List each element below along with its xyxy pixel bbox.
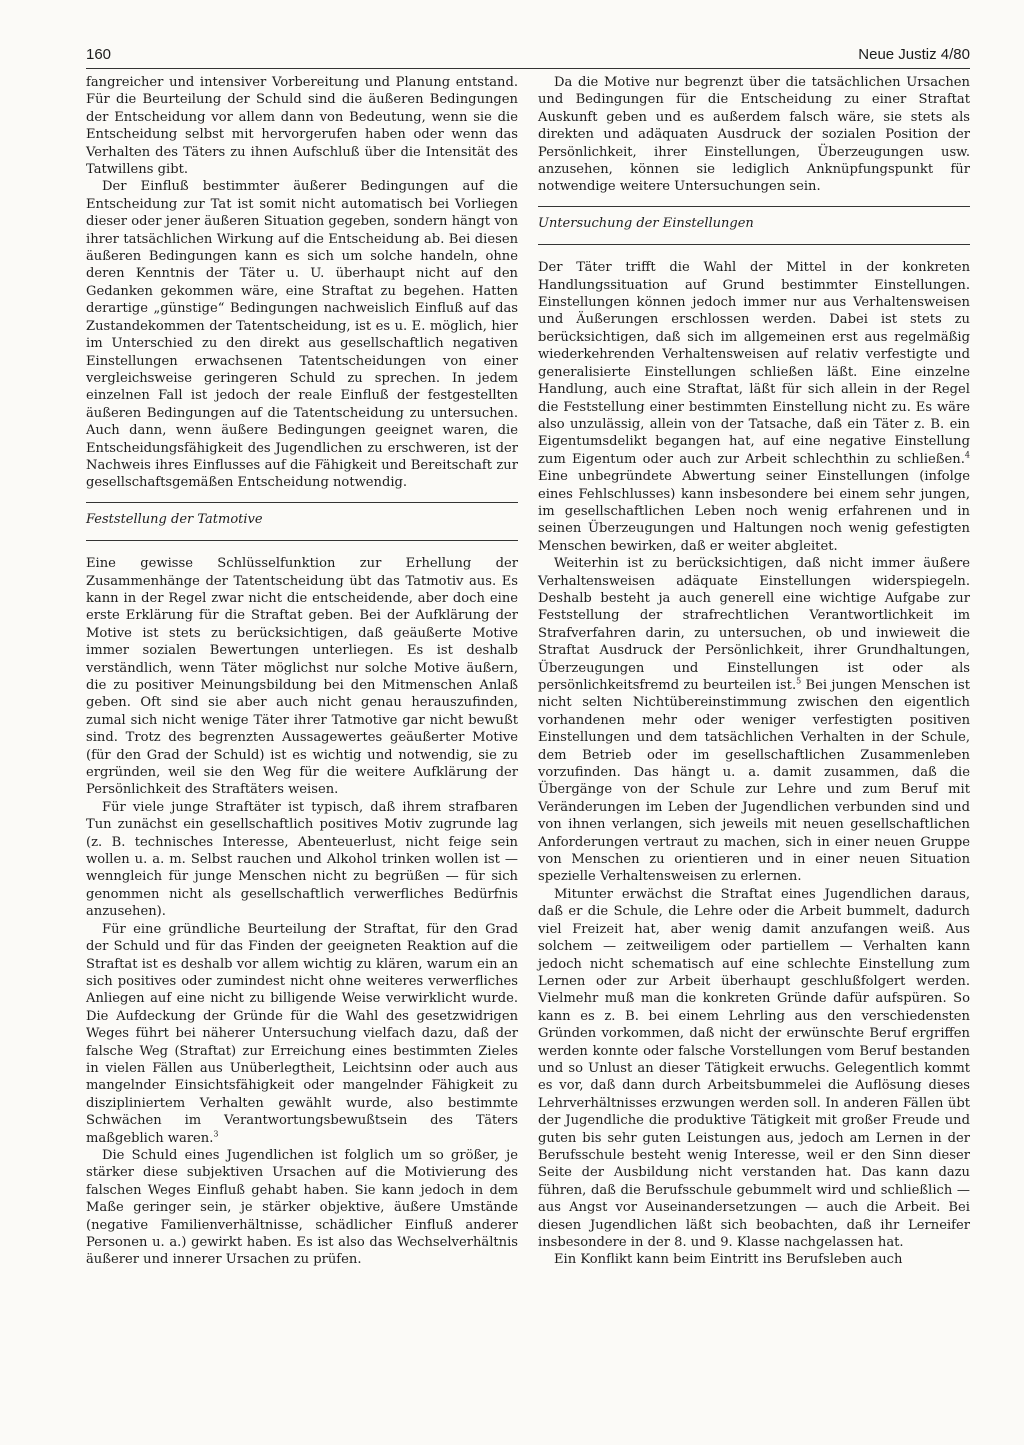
paragraph: [538, 555, 970, 886]
paragraph-text: Bei jungen Menschen ist nicht selten Nichtübereinstimmung zwischen den eigentlich vorhandenen mehr oder weniger verfestigten positiven Einstellungen und dem tatsächlichen Verhalten in der Schule, dem Betrieb oder im gesellschaftlichen Zusammenleben vorzufinden. Das hängt u. a. damit zusammen, daß die Übergänge von der Schule zur Lehre und zum Beruf mit Veränderungen im Leben der Jugendlichen verbunden sind und von ihnen verlangen, sich jeweils mit neuen gesellschaftlichen Anforderungen vertraut zu machen, sich in einer neuen Gruppe von Menschen zu orientieren und in einer neuen Situation spezielle Verhaltensweisen zu erlernen.: [538, 678, 970, 885]
paragraph: fangreicher und intensiver Vorbereitung und Planung entstand. Für die Beurteilung der Schuld sind die äußeren Bedingungen der Entscheidung vor allem dann von Bedeutung, wenn sie die Entscheidung selbst mit hervorgerufen haben oder wenn das Verhalten des Täters zu ihnen Aufschluß über die Intensität des Tatwillens gibt.: [86, 75, 518, 178]
paragraph: Eine gewisse Schlüsselfunktion zur Erhellung der Zusammenhänge der Tatentscheidung übt das Tatmotiv aus. Es kann in der Regel zwar nicht die entscheidende, aber doch eine erste Erklärung für die Straftat geben. Bei der Aufklärung der Motive ist stets zu berücksichtigen, daß geäußerte Motive immer sozialen Bewertungen unterliegen. Es ist deshalb verständlich, wenn Täter möglichst nur solche Motive äußern, die zu positiver Meinungsbildung bei den Mitmenschen Anlaß geben. Oft sind sie aber auch nicht genau herauszufinden, zumal sich nicht wenige Täter ihrer Tatmotive gar nicht bewußt sind. Trotz des begrenzten Aussagewertes geäußerter Motive (für den Grad der Schuld) ist es wichtig und notwendig, sie zu ergründen, weil sie den Weg für die weitere Aufklärung der Persönlichkeit des Straftäters weisen.: [86, 556, 518, 798]
paragraph-text: Für eine gründliche Beurteilung der Straftat, für den Grad der Schuld und für das Finden der geeigneten Reaktion auf die Straftat ist es deshalb vor allem wichtig zu klären, warum ein an sich positives oder zumindest nicht ohne weiteres verwerfliches Anliegen auf eine nicht zu billigende Weise verwirklicht wurde. Die Aufdeckung der Gründe für die Wahl des gesetzwidrigen Weges führt bei näherer Untersuchung vielfach dazu, daß der falsche Weg (Straftat) zur Erreichung eines bestimmten Zieles in vielen Fällen aus Unüberlegtheit, Leichtsinn oder auch aus mangelnder Einsichtsfähigkeit oder mangelnder Fähigkeit zu diszipliniertem Verhalten gewählt wurde, also bestimmte Schwächen im Verantwortungsbewußtsein des Täters maßgeblich waren.: [86, 921, 518, 1146]
paragraph: Da die Motive nur begrenzt über die tatsächlichen Ursachen und Bedingungen für die Entscheidung zu einer Straftat Auskunft geben und es außerdem falsch wäre, sie stets als direkten und adäquaten Ausdruck der sozialen Position der Persönlichkeit, ihrer Einstellungen, Überzeugungen usw. anzusehen, können sie lediglich Anknüpfungspunkt für notwendige weitere Untersuchungen sein.: [538, 75, 970, 195]
paragraph-text: Eine unbegründete Abwertung seiner Einstellungen (infolge eines Fehlschlusses) kann insbesondere bei einem sehr jungen, im gesellschaftlichen Leben noch wenig erfahrenen und in seinen Überzeugungen und Haltungen noch wenig gefestigten Menschen bewirken, daß er weiter abgleitet.: [538, 469, 970, 554]
paragraph: [538, 259, 970, 555]
paragraph: [86, 921, 518, 1147]
paragraph-text: Weiterhin ist zu berücksichtigen, daß nicht immer äußere Verhaltensweisen adäquate Einstellungen widerspiegeln. Deshalb besteht ja auch generell eine wichtige Aufgabe zur Feststellung der strafrechtlichen Verantwortlichkeit im Strafverfahren darin, zu untersuchen, ob und inwieweit die Straftat Ausdruck der Persönlichkeit, ihrer Grundhaltungen, Überzeugungen und Einstellungen ist oder als persönlichkeitsfremd zu beurteilen ist.: [538, 556, 970, 693]
paragraph: Der Einfluß bestimmter äußerer Bedingungen auf die Entscheidung zur Tat ist somit nicht automatisch bei Vorliegen dieser oder jener äußeren Situation gegeben, sondern hängt von ihrer tatsächlichen Wirkung auf die Entscheidung ab. Bei diesen äußeren Bedingungen kann es sich um solche handeln, ohne deren Kenntnis der Täter u. U. überhaupt nicht auf den Gedanken gekommen wäre, eine Straftat zu begehen. Hatten derartige „günstige“ Bedingungen nachweislich Einfluß auf das Zustandekommen der Tatentscheidung, ist es u. E. möglich, hier im Unterschied zu den direkt aus gesellschaftlich negativen Einstellungen erwachsenen Tatentscheidungen von einer vergleichsweise geringeren Schuld zu sprechen. In jedem einzelnen Fall ist jedoch der reale Einfluß der festgestellten äußeren Bedingungen auf die Tatentscheidung zu untersuchen. Auch dann, wenn äußere Bedingungen geeignet waren, die Entscheidungsfähigkeit des Jugendlichen zu erschweren, ist der Nachweis ihres Einflusses auf die Fähigkeit und Bereitschaft zur gesellschaftsgemäßen Entscheidung notwendig.: [86, 179, 518, 491]
paragraph: Für viele junge Straftäter ist typisch, daß ihrem strafbaren Tun zunächst ein gesellschaftlich positives Motiv zugrunde lag (z. B. technisches Interesse, Abenteuerlust, nicht feige sein wollen u. a. m. Selbst rauchen und Alkohol trinken wollen ist — wenngleich für junge Menschen nicht zu begrüßen — für sich genommen nicht als gesellschaftlich verwerfliches Bedürfnis anzusehen).: [86, 799, 518, 920]
footnote-marker: 5: [796, 676, 802, 686]
page-number: 160: [86, 46, 112, 63]
left-column: [86, 74, 518, 1269]
paragraph: Ein Konflikt kann beim Eintritt ins Berufsleben auch: [554, 1252, 903, 1268]
paragraph-text: Der Täter trifft die Wahl der Mittel in der konkreten Handlungssituation auf Grund bestimmter Einstellungen. Einstellungen können jedoch immer nur aus Verhaltensweisen und Äußerungen erschlossen werden. Dabei ist stets zu berücksichtigen, daß sich im allgemeinen erst aus regelmäßig wiederkehrenden Verhaltensweisen auf relativ verfestigte und generalisierte Einstellungen schließen läßt. Eine einzelne Handlung, auch eine Straftat, läßt für sich allein in der Regel die Feststellung einer bestimmten Einstellung nicht zu. Es wäre also unzulässig, allein von der Tatsache, daß ein Täter z. B. ein Eigentumsdelikt begangen hat, auf eine negative Einstellung zum Eigentum oder auch zur Arbeit schlechthin zu schließen.: [538, 260, 970, 467]
right-column: [538, 74, 970, 1269]
section-heading: Feststellung der Tatmotive: [86, 502, 518, 541]
paragraph: Die Schuld eines Jugendlichen ist folglich um so größer, je stärker diese subjektiven Ursachen auf die Motivierung des falschen Weges Einfluß gehabt haben. Sie kann jedoch in dem Maße geringer sein, je stärker objektive, äußere Umstände (negative Familienverhältnisse, schädlicher Einfluß anderer Personen u. a.) gewirkt haben. Es ist also das Wechselverhältnis äußerer und innerer Ursachen zu prüfen.: [86, 1147, 518, 1268]
section-heading: Untersuchung der Einstellungen: [538, 206, 970, 245]
footnote-marker: 3: [213, 1129, 219, 1139]
paragraph: Mitunter erwächst die Straftat eines Jugendlichen daraus, daß er die Schule, die Lehre oder die Arbeit bummelt, dadurch viel Freizeit hat, aber wenig damit anzufangen weiß. Aus solchem — zeitweiligem oder partiellem — Verhalten kann jedoch nicht schematisch auf eine schlechte Einstellung zum Lernen oder zur Arbeit überhaupt geschlußfolgert werden. Vielmehr muß man die konkreten Gründe dafür aufspüren. So kann es z. B. bei einem Lehrling aus den verschiedensten Gründen vorkommen, daß nicht der erwünschte Beruf ergriffen werden konnte oder falsche Vorstellungen vom Beruf bestanden und so Unlust an dieser Tätigkeit erwuchs. Gelegentlich kommt es vor, daß dann durch Arbeitsbummelei die Auflösung dieses Lehrverhältnisses erzwungen werden soll. In anderen Fällen übt der Jugendliche die produktive Tätigkeit mit großer Freude und guten bis sehr guten Leistungen aus, jedoch am Lernen in der Berufsschule besteht wenig Interesse, weil er den Sinn dieser Seite der Ausbildung nicht verstanden hat. Das kann dazu führen, daß die Berufsschule gebummelt wird und schließlich — aus Angst vor Auseinandersetzungen — auch die Arbeit. Bei diesen Jugendlichen läßt sich beobachten, daß ihr Lerneifer insbesondere in der 8. und 9. Klasse nachgelassen hat.: [538, 886, 970, 1250]
footnote-marker: 4: [964, 450, 970, 460]
journal-issue: Neue Justiz 4/80: [858, 46, 970, 63]
page-header: [86, 40, 970, 69]
